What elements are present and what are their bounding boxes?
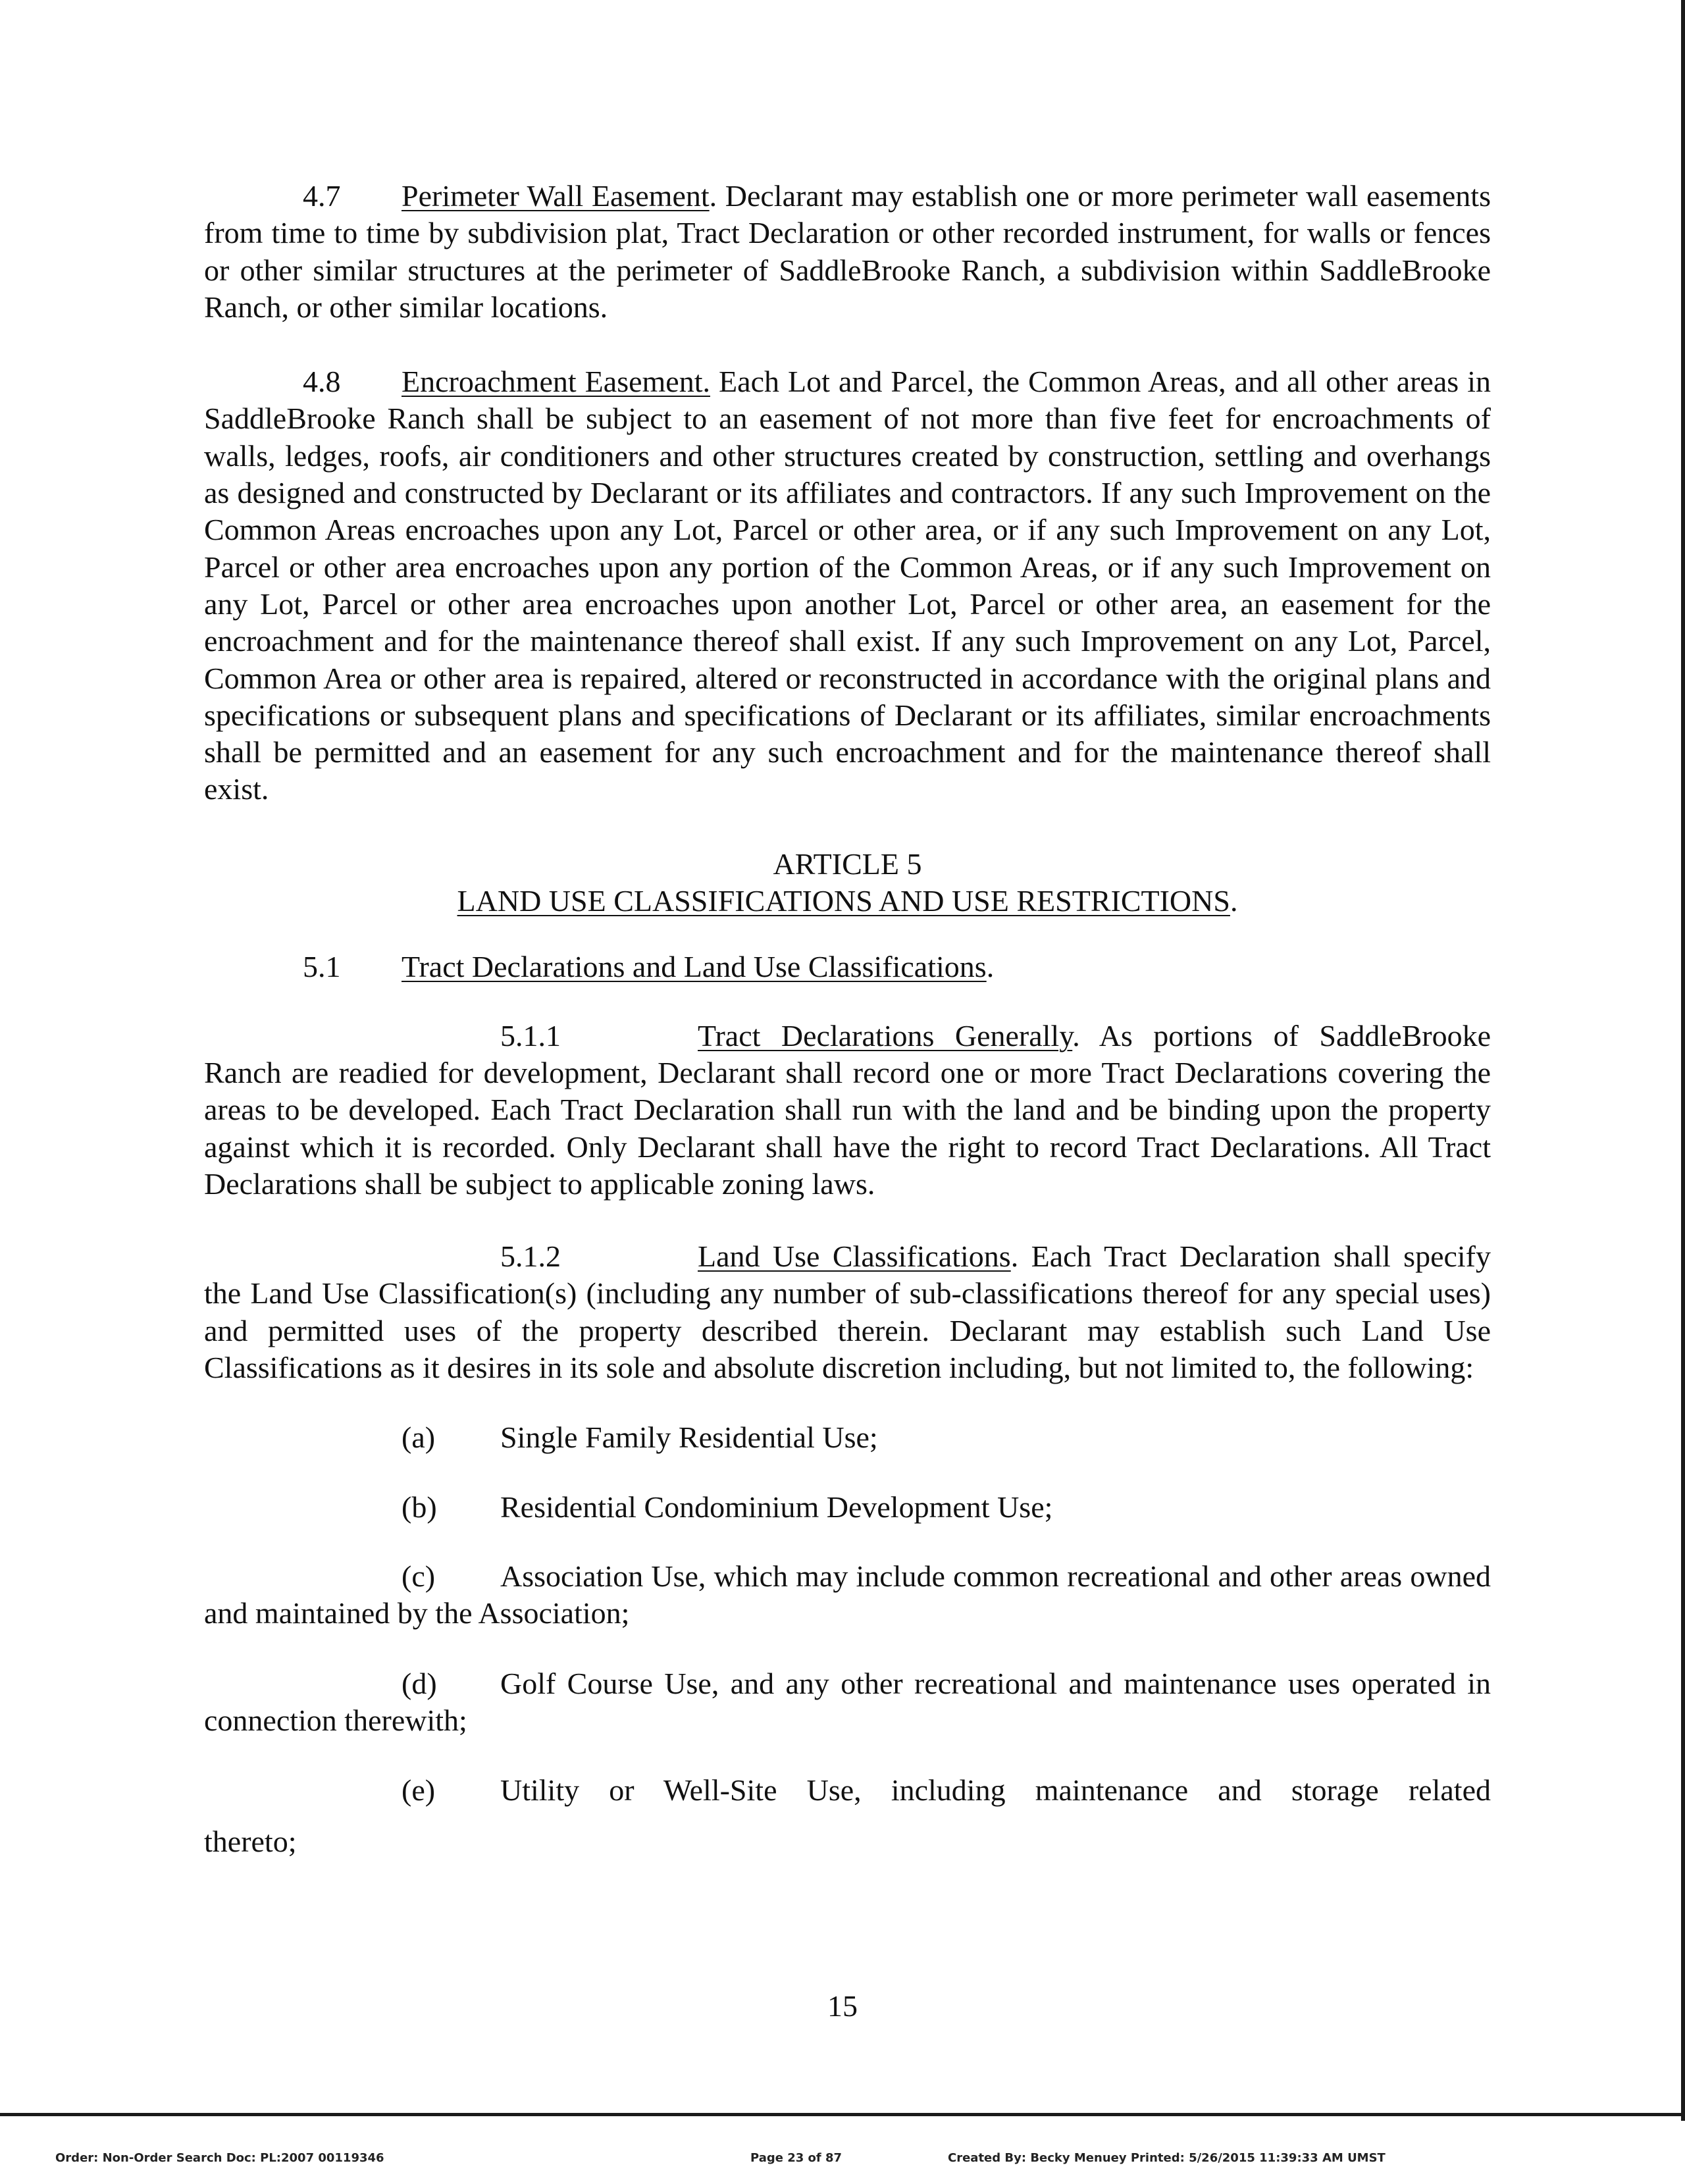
section-title-punct: . [1072, 1018, 1080, 1053]
list-item-e [204, 1772, 1491, 1861]
section-title-punct: . [709, 179, 717, 213]
list-item-c [204, 1558, 1491, 1632]
section-4-7 [204, 178, 1491, 326]
list-item-d [204, 1665, 1491, 1740]
section-body: Each Tract Declaration shall specify the Land Use Classification(s) (including any number of sub-classifications thereof for any special uses) and permitted uses of the property described therein. Declarant may establish such Land Use Classifications as it desires in its sole and absolute discretion including, but not limited to, the following: [204, 1239, 1491, 1385]
article-title-punct: . [1230, 884, 1238, 918]
section-number: 5.1.2 [500, 1239, 561, 1274]
section-title: Land Use Classifications [698, 1239, 1011, 1274]
section-5-1-1 [204, 1018, 1491, 1203]
section-4-8 [204, 363, 1491, 808]
section-title: Encroachment Easement. [402, 365, 710, 399]
document-page [204, 178, 1491, 1861]
article-label: ARTICLE 5 [773, 846, 922, 881]
list-label: (c) [402, 1559, 436, 1593]
section-title-punct: . [986, 950, 995, 984]
section-5-1-2 [204, 1238, 1491, 1386]
list-item-a [204, 1419, 1491, 1456]
list-text: Residential Condominium Development Use; [500, 1490, 1053, 1524]
section-number: 5.1 [303, 950, 341, 984]
section-title: Tract Declarations Generally [698, 1018, 1073, 1053]
section-body: Declarant may establish one or more perimeter wall easements from time to time by subdivision plat, Tract Declaration or other recorded instrument, for walls or fences or other similar structures at the perimeter of SaddleBrooke Ranch, a subdivision within SaddleBrooke Ranch, or other similar locations. [204, 179, 1491, 324]
section-body: As portions of SaddleBrooke Ranch are readied for development, Declarant shall record one or more Tract Declarations covering the areas to be developed. Each Tract Declaration shall run with the land and be binding upon the property against which it is recorded. Only Declarant shall have the right to record Tract Declarations. All Tract Declarations shall be subject to applicable zoning laws. [204, 1018, 1491, 1201]
section-5-1 [204, 949, 1491, 985]
section-title-punct: . [1010, 1239, 1019, 1274]
section-title: Tract Declarations and Land Use Classifications [402, 950, 987, 984]
section-number: 4.7 [303, 179, 341, 213]
list-text-continuation: thereto; [204, 1825, 297, 1859]
article-title: LAND USE CLASSIFICATIONS AND USE RESTRICTIONS [457, 884, 1230, 918]
article-heading [204, 846, 1491, 920]
print-footer [0, 2151, 1685, 2171]
list-text: Golf Course Use, and any other recreational and maintenance uses operated in connection therewith; [204, 1666, 1491, 1737]
footer-created-info: Created By: Becky Menuey Printed: 5/26/2015 11:39:33 AM UMST [948, 2151, 1386, 2165]
list-text: Utility or Well-Site Use, including maintenance and storage related [500, 1773, 1491, 1807]
page-number: 15 [827, 1989, 858, 2023]
section-number: 5.1.1 [500, 1018, 561, 1053]
scan-bottom-border [0, 2113, 1685, 2116]
article-title-line [204, 883, 1491, 920]
list-text: Association Use, which may include common recreational and other areas owned and maintained by the Association; [204, 1559, 1491, 1630]
scan-right-border [1681, 0, 1685, 2121]
list-label: (b) [402, 1490, 437, 1524]
list-item-b [204, 1489, 1491, 1526]
section-number: 4.8 [303, 365, 341, 399]
footer-order-info: Order: Non-Order Search Doc: PL:2007 00119346 [55, 2151, 384, 2165]
section-body: Each Lot and Parcel, the Common Areas, and all other areas in SaddleBrooke Ranch shall be subject to an easement of not more than five feet for encroachments of walls, ledges, roofs, air conditioners and other structures created by construction, settling and overhangs as designed and constructed by Declarant or its affiliates and contractors. If any such Improvement on the Common Areas encroaches upon any Lot, Parcel or other area, or if any such Improvement on any Lot, Parcel or other area encroaches upon any portion of the Common Areas, or if any such Improvement on any Lot, Parcel or other area encroaches upon another Lot, Parcel or other area, an easement for the encroachment and for the maintenance thereof shall exist. If any such Improvement on any Lot, Parcel, Common Area or other area is repaired, altered or reconstructed in accordance with the original plans and specifications or subsequent plans and specifications of Declarant or its affiliates, similar encroachments shall be permitted and an easement for any such encroachment and for the maintenance thereof shall exist. [204, 365, 1491, 806]
section-title: Perimeter Wall Easement [402, 179, 710, 213]
list-label: (e) [402, 1773, 436, 1807]
list-text: Single Family Residential Use; [500, 1420, 878, 1455]
footer-page-count: Page 23 of 87 [750, 2151, 842, 2165]
list-label: (d) [402, 1666, 437, 1700]
list-label: (a) [402, 1420, 436, 1455]
